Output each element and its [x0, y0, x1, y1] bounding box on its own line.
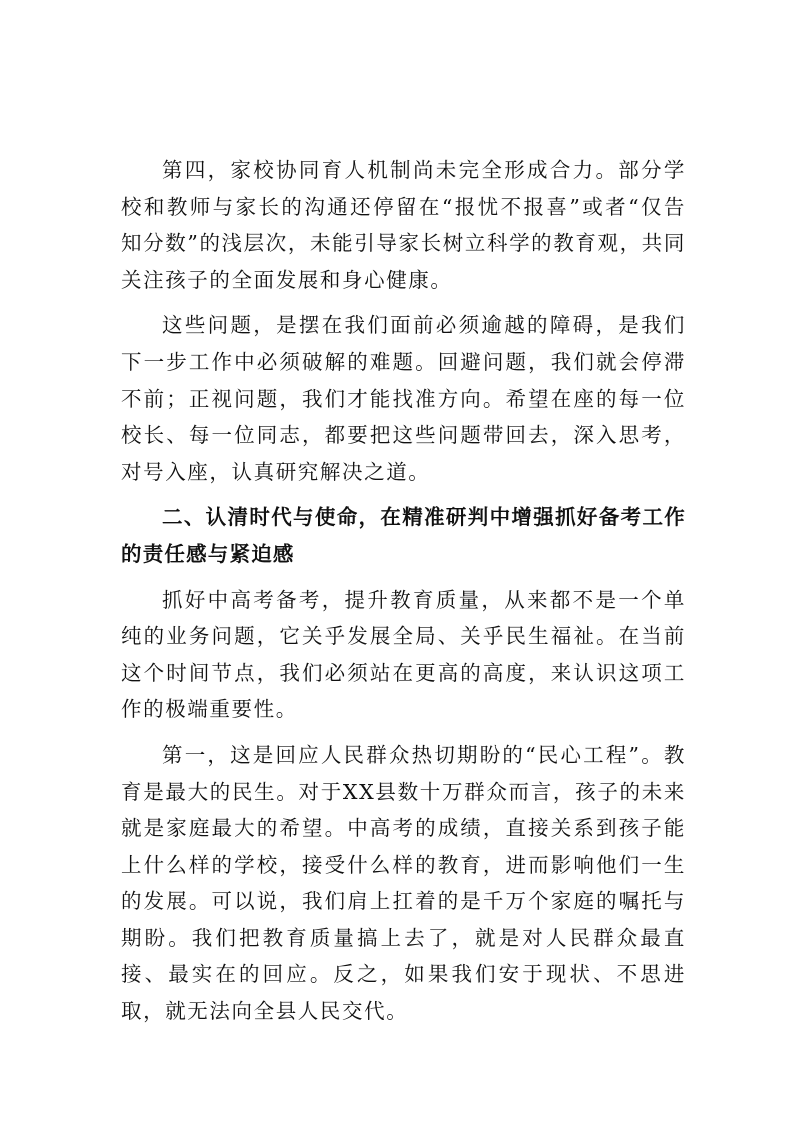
paragraph-exam-importance: 抓好中高考备考，提升教育质量，从来都不是一个单纯的业务问题，它关乎发展全局、关乎民生福祉。在当前这个时间节点，我们必须站在更高的高度，来认识这项工作的极端重要性。 — [121, 587, 686, 722]
paragraph-home-school-cooperation: 第四，家校协同育人机制尚未完全形成合力。部分学校和教师与家长的沟通还停留在“报忧不报喜”或者“仅告知分数”的浅层次，未能引导家长树立科学的教育观，共同关注孩子的全面发展和身心健康。 — [121, 158, 686, 292]
document-body — [121, 152, 686, 1039]
paragraph-people-expectations: 第一，这是回应人民群众热切期盼的“民心工程”。教育是最大的民生。对于XX县数十万群众而言，孩子的未来就是家庭最大的希望。中高考的成绩，直接关系到孩子能上什么样的学校，接受什么样的教育，进而影响他们一生的发展。可以说，我们肩上扛着的是千万个家庭的嘱托与期盼。我们把教育质量搞上去了，就是对人民群众最直接、最实在的回应。反之，如果我们安于现状、不思进取，就无法向全县人民交代。 — [121, 742, 686, 1024]
section-heading-2: 二、认清时代与使命，在精准研判中增强抓好备考工作的责任感与紧迫感 — [121, 505, 686, 566]
paragraph-problems-summary: 这些问题，是摆在我们面前必须逾越的障碍，是我们下一步工作中必须破解的难题。回避问题，我们就会停滞不前；正视问题，我们才能找准方向。希望在座的每一位校长、每一位同志，都要把这些问题带回去，深入思考，对号入座，认真研究解决之道。 — [121, 313, 686, 484]
